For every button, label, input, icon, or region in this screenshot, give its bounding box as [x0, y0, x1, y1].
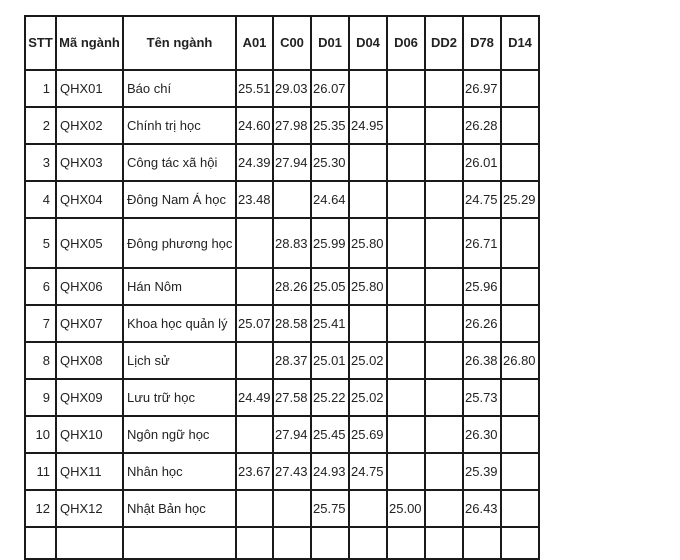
column-header: DD2 [425, 16, 463, 70]
score-cell-d78: 26.97 [463, 70, 501, 107]
score-cell-d14 [501, 416, 539, 453]
score-cell-d06 [387, 181, 425, 218]
score-cell-d01: 25.75 [311, 490, 349, 527]
score-cell-d14: 26.80 [501, 342, 539, 379]
score-cell-d01: 25.30 [311, 144, 349, 181]
score-cell-c00: 27.94 [273, 144, 311, 181]
admission-score-table-container [24, 15, 540, 560]
score-cell-d01: 24.64 [311, 181, 349, 218]
table-row [25, 218, 539, 268]
score-cell-d06 [387, 342, 425, 379]
score-cell-d78: 26.38 [463, 342, 501, 379]
score-cell-d78: 26.30 [463, 416, 501, 453]
score-cell-c00: 27.58 [273, 379, 311, 416]
table-row [25, 416, 539, 453]
major-name-cell: Nhân học [123, 453, 236, 490]
score-cell-d01: 25.01 [311, 342, 349, 379]
score-cell-d78: 25.39 [463, 453, 501, 490]
score-cell-d06 [387, 107, 425, 144]
empty-cell [501, 527, 539, 559]
score-cell-d04: 25.80 [349, 218, 387, 268]
score-cell-d78: 26.71 [463, 218, 501, 268]
row-number-cell: 12 [25, 490, 56, 527]
table-row-cut-off [25, 527, 539, 559]
column-header: Mã ngành [56, 16, 123, 70]
table-row [25, 305, 539, 342]
major-code-cell: QHX06 [56, 268, 123, 305]
score-cell-c00: 28.37 [273, 342, 311, 379]
major-code-cell: QHX04 [56, 181, 123, 218]
score-cell-d04 [349, 490, 387, 527]
major-name-cell: Báo chí [123, 70, 236, 107]
score-cell-dd2 [425, 379, 463, 416]
table-row [25, 181, 539, 218]
score-cell-d78: 25.73 [463, 379, 501, 416]
score-cell-c00: 27.43 [273, 453, 311, 490]
column-header: D06 [387, 16, 425, 70]
score-cell-d06 [387, 70, 425, 107]
major-name-cell: Chính trị học [123, 107, 236, 144]
score-cell-d06 [387, 268, 425, 305]
score-cell-d14 [501, 107, 539, 144]
score-cell-dd2 [425, 181, 463, 218]
score-cell-a01: 23.67 [236, 453, 273, 490]
major-code-cell: QHX12 [56, 490, 123, 527]
table-row [25, 453, 539, 490]
major-code-cell: QHX07 [56, 305, 123, 342]
empty-cell [56, 527, 123, 559]
score-cell-a01 [236, 416, 273, 453]
score-cell-a01: 24.60 [236, 107, 273, 144]
empty-cell [273, 527, 311, 559]
score-cell-d14 [501, 490, 539, 527]
major-name-cell: Hán Nôm [123, 268, 236, 305]
score-cell-a01: 23.48 [236, 181, 273, 218]
table-body [25, 70, 539, 559]
score-cell-d04 [349, 305, 387, 342]
score-cell-d78: 26.28 [463, 107, 501, 144]
score-cell-d06: 25.00 [387, 490, 425, 527]
score-cell-a01: 24.49 [236, 379, 273, 416]
row-number-cell: 8 [25, 342, 56, 379]
score-cell-d04: 25.02 [349, 342, 387, 379]
row-number-cell: 10 [25, 416, 56, 453]
row-number-cell: 4 [25, 181, 56, 218]
score-cell-dd2 [425, 268, 463, 305]
score-cell-c00: 28.83 [273, 218, 311, 268]
score-cell-d04: 24.95 [349, 107, 387, 144]
major-code-cell: QHX09 [56, 379, 123, 416]
score-cell-d14 [501, 379, 539, 416]
score-cell-d06 [387, 218, 425, 268]
row-number-cell: 7 [25, 305, 56, 342]
score-cell-d04 [349, 70, 387, 107]
column-header: Tên ngành [123, 16, 236, 70]
score-cell-d14 [501, 305, 539, 342]
major-name-cell: Ngôn ngữ học [123, 416, 236, 453]
major-code-cell: QHX03 [56, 144, 123, 181]
score-cell-d78: 25.96 [463, 268, 501, 305]
score-cell-d14 [501, 144, 539, 181]
admission-score-table [24, 15, 540, 560]
major-name-cell: Công tác xã hội [123, 144, 236, 181]
score-cell-c00: 28.58 [273, 305, 311, 342]
score-cell-dd2 [425, 453, 463, 490]
table-header-row [25, 16, 539, 70]
score-cell-d06 [387, 453, 425, 490]
major-code-cell: QHX05 [56, 218, 123, 268]
score-cell-d01: 26.07 [311, 70, 349, 107]
major-code-cell: QHX02 [56, 107, 123, 144]
score-cell-dd2 [425, 342, 463, 379]
score-cell-dd2 [425, 305, 463, 342]
score-cell-a01 [236, 490, 273, 527]
row-number-cell: 1 [25, 70, 56, 107]
table-row [25, 342, 539, 379]
column-header: D04 [349, 16, 387, 70]
score-cell-d04 [349, 144, 387, 181]
score-cell-dd2 [425, 416, 463, 453]
score-cell-d06 [387, 305, 425, 342]
score-cell-c00: 27.98 [273, 107, 311, 144]
table-row [25, 379, 539, 416]
major-code-cell: QHX08 [56, 342, 123, 379]
score-cell-dd2 [425, 107, 463, 144]
table-row [25, 490, 539, 527]
row-number-cell: 6 [25, 268, 56, 305]
score-cell-d14 [501, 453, 539, 490]
score-cell-d01: 25.41 [311, 305, 349, 342]
column-header: A01 [236, 16, 273, 70]
score-cell-a01: 25.51 [236, 70, 273, 107]
row-number-cell: 11 [25, 453, 56, 490]
score-cell-c00: 27.94 [273, 416, 311, 453]
score-cell-d04 [349, 181, 387, 218]
score-cell-d04: 25.80 [349, 268, 387, 305]
score-cell-d06 [387, 144, 425, 181]
score-cell-d78: 24.75 [463, 181, 501, 218]
score-cell-d14 [501, 70, 539, 107]
score-cell-d01: 25.35 [311, 107, 349, 144]
empty-cell [123, 527, 236, 559]
score-cell-d14: 25.29 [501, 181, 539, 218]
score-cell-d04: 25.69 [349, 416, 387, 453]
score-cell-dd2 [425, 144, 463, 181]
score-cell-d14 [501, 268, 539, 305]
score-cell-d06 [387, 416, 425, 453]
major-name-cell: Lịch sử [123, 342, 236, 379]
score-cell-c00 [273, 490, 311, 527]
table-row [25, 70, 539, 107]
score-cell-a01: 25.07 [236, 305, 273, 342]
major-code-cell: QHX11 [56, 453, 123, 490]
empty-cell [236, 527, 273, 559]
row-number-cell: 2 [25, 107, 56, 144]
score-cell-a01 [236, 218, 273, 268]
empty-cell [463, 527, 501, 559]
table-row [25, 144, 539, 181]
row-number-cell: 5 [25, 218, 56, 268]
empty-cell [425, 527, 463, 559]
empty-cell [349, 527, 387, 559]
score-cell-d01: 25.99 [311, 218, 349, 268]
score-cell-a01 [236, 268, 273, 305]
row-number-cell: 3 [25, 144, 56, 181]
score-cell-d78: 26.26 [463, 305, 501, 342]
score-cell-d04: 25.02 [349, 379, 387, 416]
major-name-cell: Đông Nam Á học [123, 181, 236, 218]
row-number-cell: 9 [25, 379, 56, 416]
score-cell-d04: 24.75 [349, 453, 387, 490]
score-cell-d01: 25.45 [311, 416, 349, 453]
score-cell-c00: 29.03 [273, 70, 311, 107]
major-name-cell: Khoa học quản lý [123, 305, 236, 342]
major-name-cell: Đông phương học [123, 218, 236, 268]
score-cell-d01: 25.05 [311, 268, 349, 305]
score-cell-a01 [236, 342, 273, 379]
score-cell-d01: 25.22 [311, 379, 349, 416]
score-cell-a01: 24.39 [236, 144, 273, 181]
empty-cell [311, 527, 349, 559]
table-row [25, 107, 539, 144]
score-cell-c00: 28.26 [273, 268, 311, 305]
empty-cell [25, 527, 56, 559]
score-cell-d78: 26.43 [463, 490, 501, 527]
major-code-cell: QHX10 [56, 416, 123, 453]
score-cell-d01: 24.93 [311, 453, 349, 490]
column-header: C00 [273, 16, 311, 70]
score-cell-dd2 [425, 218, 463, 268]
score-cell-d06 [387, 379, 425, 416]
table-row [25, 268, 539, 305]
column-header: D14 [501, 16, 539, 70]
column-header: D01 [311, 16, 349, 70]
major-code-cell: QHX01 [56, 70, 123, 107]
score-cell-c00 [273, 181, 311, 218]
major-name-cell: Lưu trữ học [123, 379, 236, 416]
score-cell-d78: 26.01 [463, 144, 501, 181]
column-header: STT [25, 16, 56, 70]
column-header: D78 [463, 16, 501, 70]
empty-cell [387, 527, 425, 559]
major-name-cell: Nhật Bản học [123, 490, 236, 527]
score-cell-dd2 [425, 490, 463, 527]
score-cell-d14 [501, 218, 539, 268]
score-cell-dd2 [425, 70, 463, 107]
